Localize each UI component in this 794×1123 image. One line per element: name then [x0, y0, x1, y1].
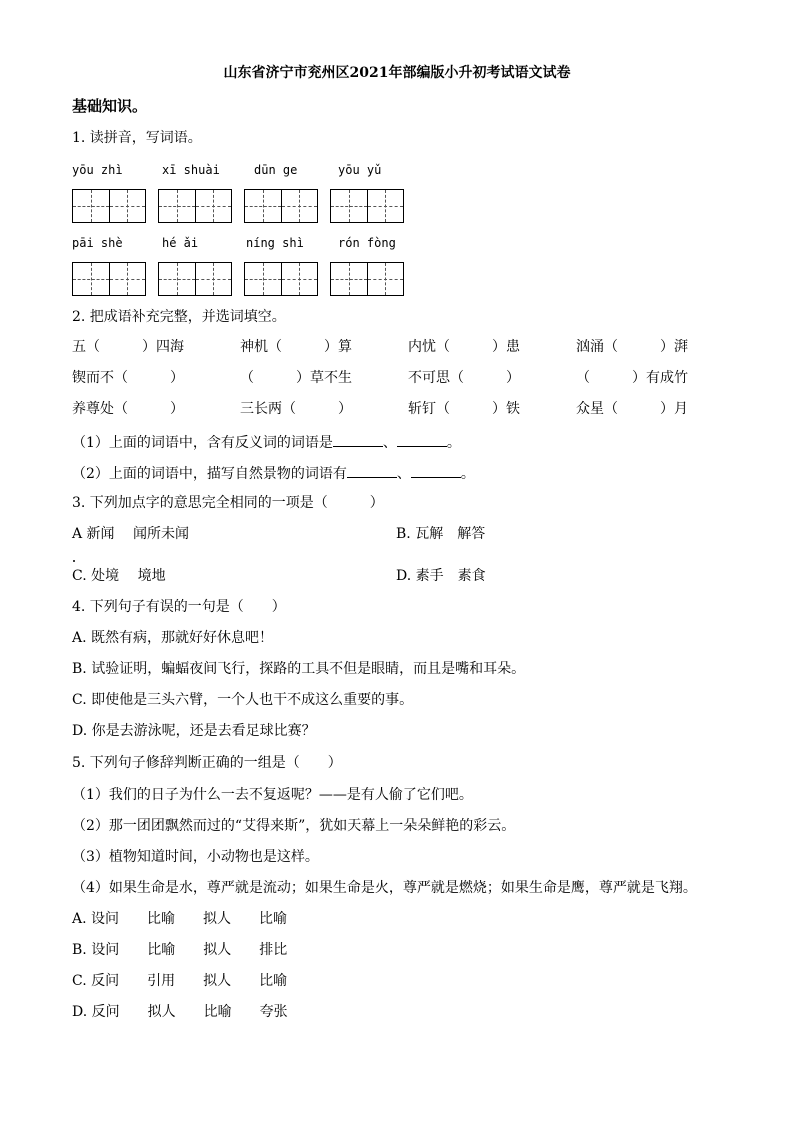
option-d[interactable]: D. 反问 拟人 比喻 夸张	[72, 1004, 288, 1020]
answer-blank[interactable]	[347, 465, 397, 478]
grid-cell[interactable]	[331, 263, 368, 295]
idiom-item: 养尊处（ ）	[72, 401, 184, 417]
q3-stem: 3. 下列加点字的意思完全相同的一项是（ ）	[72, 495, 384, 511]
grid-cell[interactable]	[196, 263, 232, 295]
page-title: 山东省济宁市兖州区2021年部编版小升初考试语文试卷	[223, 65, 571, 81]
grid-cell[interactable]	[196, 190, 232, 222]
writing-grid[interactable]	[330, 189, 404, 223]
separator: 、	[382, 435, 397, 451]
grid-cell[interactable]	[368, 263, 404, 295]
pinyin-label: hé ǎi	[162, 236, 199, 250]
idiom-item: 斩钉（ ）铁	[408, 401, 520, 417]
grid-cell[interactable]	[282, 263, 318, 295]
option-a[interactable]: A. 既然有病，那就好好休息吧！	[72, 630, 274, 646]
option-c[interactable]: C. 处境 境地	[72, 568, 166, 584]
idiom-item: 锲而不（ ）	[72, 370, 184, 386]
grid-cell[interactable]	[331, 190, 368, 222]
grid-cell[interactable]	[245, 190, 282, 222]
option-c[interactable]: C. 即使他是三头六臂，一个人也干不成这么重要的事。	[72, 692, 414, 708]
option-b[interactable]: B. 试验证明，蝙蝠夜间飞行，探路的工具不但是眼睛，而且是嘴和耳朵。	[72, 661, 526, 677]
q2-sub1	[72, 434, 461, 450]
pinyin-label: níng shì	[246, 236, 304, 250]
pinyin-label: yōu zhì	[72, 163, 123, 177]
idiom-item: 不可思（ ）	[408, 370, 520, 386]
grid-cell[interactable]	[245, 263, 282, 295]
pinyin-label: yōu yǔ	[338, 163, 382, 177]
grid-cell[interactable]	[282, 190, 318, 222]
period: 。	[446, 435, 461, 451]
writing-grid[interactable]	[72, 189, 146, 223]
writing-grid[interactable]	[72, 262, 146, 296]
option-a[interactable]: A. 设问 比喻 拟人 比喻	[72, 911, 288, 927]
pinyin-label: pāi shè	[72, 236, 123, 250]
writing-grid[interactable]	[244, 189, 318, 223]
grid-cell[interactable]	[110, 190, 146, 222]
sentence-4: （4）如果生命是水，尊严就是流动；如果生命是火，尊严就是燃烧；如果生命是鹰，尊严就是飞翔。	[72, 880, 697, 896]
grid-cell[interactable]	[110, 263, 146, 295]
sentence-2: （2）那一团团飘然而过的“艾得来斯”，犹如天幕上一朵朵鲜艳的彩云。	[72, 818, 516, 834]
idiom-item: 众星（ ）月	[576, 401, 688, 417]
idiom-item: 五（ ）四海	[72, 339, 184, 355]
sentence-3: （3）植物知道时间，小动物也是这样。	[72, 849, 319, 865]
idiom-item: 内忧（ ）患	[408, 339, 520, 355]
q5-stem: 5. 下列句子修辞判断正确的一组是（ ）	[72, 755, 342, 771]
option-a[interactable]: A 新闻 闻所未闻	[72, 526, 190, 542]
period: 。	[460, 466, 475, 482]
pinyin-label: rón fòng	[338, 236, 396, 250]
option-d[interactable]: D. 素手 素食	[396, 568, 486, 584]
grid-cell[interactable]	[73, 190, 110, 222]
option-b[interactable]: B. 设问 比喻 拟人 排比	[72, 942, 288, 958]
writing-grid[interactable]	[158, 189, 232, 223]
writing-grid[interactable]	[244, 262, 318, 296]
q4-stem: 4. 下列句子有误的一句是（ ）	[72, 599, 286, 615]
idiom-item: （ ）草不生	[240, 370, 352, 386]
sentence-1: （1）我们的日子为什么一去不复返呢？——是有人偷了它们吧。	[72, 787, 473, 803]
sub-question-text: （1）上面的词语中，含有反义词的词语是	[72, 435, 333, 451]
grid-cell[interactable]	[159, 190, 196, 222]
answer-blank[interactable]	[411, 465, 461, 478]
q1-stem: 1. 读拼音，写词语。	[72, 130, 202, 146]
answer-blank[interactable]	[333, 434, 383, 447]
option-c[interactable]: C. 反问 引用 拟人 比喻	[72, 973, 288, 989]
option-b[interactable]: B. 瓦解 解答	[396, 526, 486, 542]
answer-blank[interactable]	[397, 434, 447, 447]
idiom-item: 神机（ ）算	[240, 339, 352, 355]
sub-question-text: （2）上面的词语中，描写自然景物的词语有	[72, 466, 347, 482]
option-d[interactable]: D. 你是去游泳呢，还是去看足球比赛？	[72, 723, 316, 739]
q2-stem: 2. 把成语补充完整，并选词填空。	[72, 309, 286, 325]
writing-grid[interactable]	[330, 262, 404, 296]
writing-grid[interactable]	[158, 262, 232, 296]
grid-cell[interactable]	[368, 190, 404, 222]
grid-cell[interactable]	[73, 263, 110, 295]
separator: 、	[396, 466, 411, 482]
q2-sub2	[72, 465, 475, 481]
grid-cell[interactable]	[159, 263, 196, 295]
emphasis-dot	[73, 560, 75, 562]
section-heading: 基础知识。	[72, 97, 148, 115]
pinyin-label: dūn ge	[254, 163, 298, 177]
pinyin-label: xī shuài	[162, 163, 220, 177]
idiom-item: 汹涌（ ）湃	[576, 339, 688, 355]
idiom-item: （ ）有成竹	[576, 370, 688, 386]
idiom-item: 三长两（ ）	[240, 401, 352, 417]
